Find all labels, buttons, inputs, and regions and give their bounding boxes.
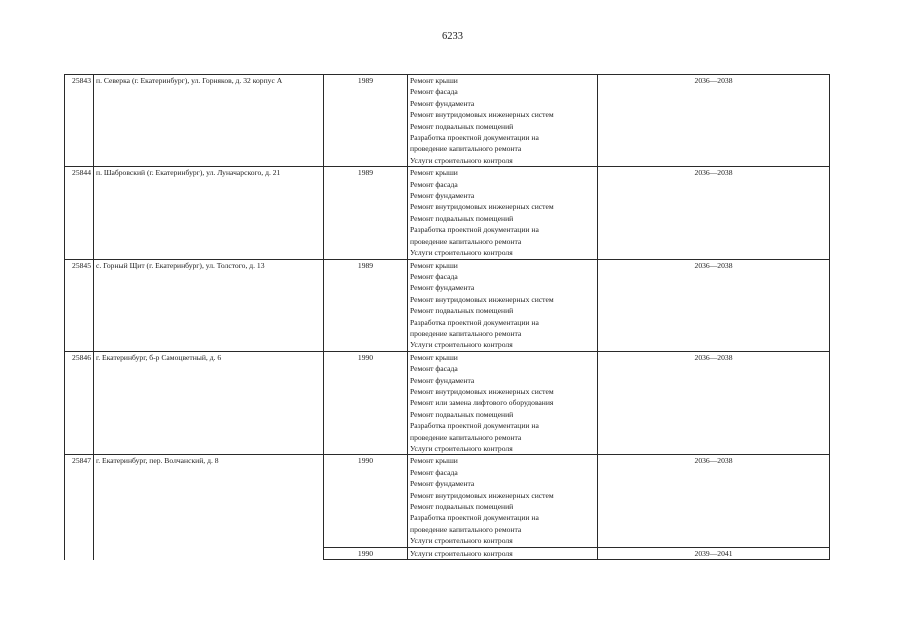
- work-item: Ремонт фасада: [410, 364, 458, 374]
- work-item: Ремонт подвальных помещений: [410, 121, 514, 131]
- table-row: [65, 259, 830, 351]
- work-item: Разработка проектной документации на: [410, 421, 539, 431]
- address-cell: г. Екатеринбург, б-р Самоцветный, д. 6: [94, 351, 324, 455]
- work-item: Ремонт крыши: [410, 352, 458, 362]
- work-item: проведение капитального ремонта: [410, 144, 522, 154]
- address-cell: п. Северка (г. Екатеринбург), ул. Горняков, д. 32 корпус А: [94, 75, 324, 167]
- work-item: Услуги строительного контроля: [410, 340, 513, 350]
- work-item: Ремонт подвальных помещений: [410, 213, 514, 223]
- work-item: Ремонт фундамента: [410, 375, 475, 385]
- work-item: Ремонт фундамента: [410, 283, 475, 293]
- works-cell: [408, 167, 598, 259]
- table-row: [65, 75, 830, 167]
- work-item: Ремонт подвальных помещений: [410, 409, 514, 419]
- works-cell: [408, 547, 598, 559]
- repair-schedule-table: [64, 74, 830, 560]
- period-cell: 2036—2038: [598, 167, 830, 259]
- address-cell-empty: [94, 547, 324, 559]
- work-item: Ремонт внутридомовых инженерных систем: [410, 490, 554, 500]
- year-cell: 1989: [324, 75, 408, 167]
- table-row: [65, 167, 830, 259]
- work-item: Разработка проектной документации на: [410, 225, 539, 235]
- work-item: Разработка проектной документации на: [410, 513, 539, 523]
- work-item: Ремонт фундамента: [410, 191, 475, 201]
- work-item: Ремонт крыши: [410, 260, 458, 270]
- period-cell: 2036—2038: [598, 455, 830, 547]
- year-cell: 1989: [324, 259, 408, 351]
- period-cell: 2036—2038: [598, 75, 830, 167]
- record-number: 25846: [65, 351, 94, 455]
- work-item: Ремонт внутридомовых инженерных систем: [410, 202, 554, 212]
- record-number-empty: [65, 547, 94, 559]
- table-row-continuation: [65, 547, 830, 559]
- works-cell: [408, 455, 598, 547]
- work-item: Ремонт внутридомовых инженерных систем: [410, 294, 554, 304]
- work-item: Услуги строительного контроля: [410, 155, 513, 165]
- work-item: Ремонт подвальных помещений: [410, 502, 514, 512]
- work-item: Ремонт внутридомовых инженерных систем: [410, 110, 554, 120]
- address-cell: г. Екатеринбург, пер. Волчанский, д. 8: [94, 455, 324, 547]
- works-cell: [408, 259, 598, 351]
- period-cell: 2036—2038: [598, 259, 830, 351]
- work-item: проведение капитального ремонта: [410, 328, 522, 338]
- work-item: Ремонт фасада: [410, 87, 458, 97]
- work-item: Услуги строительного контроля: [410, 536, 513, 546]
- work-item: проведение капитального ремонта: [410, 432, 522, 442]
- work-item: Разработка проектной документации на: [410, 133, 539, 143]
- work-item: Ремонт фасада: [410, 179, 458, 189]
- page-number: 6233: [442, 31, 463, 42]
- work-item: Услуги строительного контроля: [410, 248, 513, 258]
- work-item: проведение капитального ремонта: [410, 524, 522, 534]
- table-row: [65, 455, 830, 547]
- year-cell: 1990: [324, 351, 408, 455]
- year-cell: 1990: [324, 455, 408, 547]
- address-cell: с. Горный Щит (г. Екатеринбург), ул. Толстого, д. 13: [94, 259, 324, 351]
- work-item: Ремонт фасада: [410, 271, 458, 281]
- table-body: [65, 75, 830, 560]
- work-item: Услуги строительного контроля: [410, 444, 513, 453]
- work-item: Ремонт фасада: [410, 467, 458, 477]
- works-cell: [408, 351, 598, 455]
- work-item: Ремонт внутридомовых инженерных систем: [410, 386, 554, 396]
- record-number: 25845: [65, 259, 94, 351]
- table-row: [65, 351, 830, 455]
- record-number: 25847: [65, 455, 94, 547]
- year-cell: 1989: [324, 167, 408, 259]
- period-cell: 2039—2041: [598, 547, 830, 559]
- address-cell: п. Шабровский (г. Екатеринбург), ул. Луначарского, д. 21: [94, 167, 324, 259]
- record-number: 25844: [65, 167, 94, 259]
- period-cell: 2036—2038: [598, 351, 830, 455]
- work-item: Ремонт или замена лифтового оборудования: [410, 398, 554, 408]
- work-item: Услуги строительного контроля: [410, 548, 513, 558]
- work-item: Ремонт фундамента: [410, 479, 475, 489]
- work-item: Ремонт подвальных помещений: [410, 306, 514, 316]
- works-cell: [408, 75, 598, 167]
- work-item: Ремонт фундамента: [410, 98, 475, 108]
- work-item: проведение капитального ремонта: [410, 236, 522, 246]
- work-item: Ремонт крыши: [410, 168, 458, 178]
- record-number: 25843: [65, 75, 94, 167]
- work-item: Разработка проектной документации на: [410, 317, 539, 327]
- work-item: Ремонт крыши: [410, 456, 458, 466]
- work-item: Ремонт крыши: [410, 76, 458, 85]
- year-cell: 1990: [324, 547, 408, 559]
